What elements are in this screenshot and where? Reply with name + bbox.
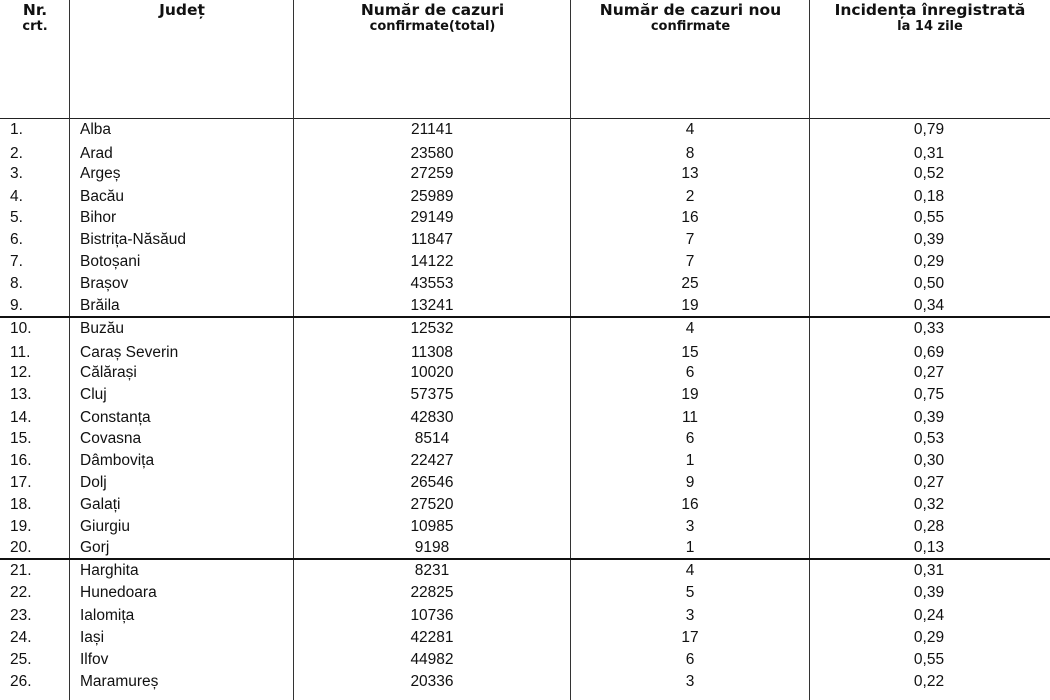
new-cases: 4 (685, 121, 695, 138)
row-number: 8. (10, 275, 23, 292)
table-row (0, 605, 1050, 627)
incidence: 0,39 (913, 409, 945, 426)
table-row (0, 384, 1050, 406)
table-row (0, 207, 1050, 229)
county-name: Arad (80, 145, 113, 162)
new-cases: 7 (685, 253, 695, 270)
total-cases: 9198 (414, 539, 450, 556)
table-row (0, 516, 1050, 538)
total-cases: 27259 (410, 165, 454, 182)
county-name: Bistrița-Năsăud (80, 231, 186, 248)
table-row (0, 582, 1050, 604)
new-cases: 3 (685, 673, 695, 690)
row-number: 4. (10, 188, 23, 205)
county-name: Brașov (80, 275, 129, 292)
row-number: 17. (10, 474, 32, 491)
table-row (0, 494, 1050, 516)
total-cases: 8514 (414, 430, 450, 447)
row-number: 22. (10, 584, 32, 601)
county-name: Caraș Severin (80, 344, 179, 361)
total-cases: 10736 (410, 607, 454, 624)
county-name: Dolj (80, 474, 107, 491)
incidence: 0,55 (913, 651, 945, 668)
new-cases: 3 (685, 607, 695, 624)
county-name: Botoșani (80, 253, 141, 270)
row-number: 1. (10, 121, 23, 138)
county-name: Călărași (80, 364, 137, 381)
header-total-line2: confirmate(total) (369, 19, 496, 34)
new-cases: 16 (681, 496, 699, 513)
incidence: 0,50 (913, 275, 945, 292)
row-number: 5. (10, 209, 23, 226)
total-cases: 8231 (414, 562, 450, 579)
county-name: Constanța (80, 409, 151, 426)
header-new (571, 0, 810, 118)
header-new-line2: confirmate (650, 19, 731, 34)
county-name: Iași (80, 629, 105, 646)
table-row (0, 560, 1050, 582)
table-row (0, 627, 1050, 649)
header-judet-label: Județ (159, 1, 205, 19)
total-cases: 22825 (410, 584, 454, 601)
incidence: 0,13 (913, 539, 945, 556)
county-name: Bacău (80, 188, 124, 205)
row-number: 10. (10, 320, 32, 337)
header-incidence-line1: Incidența înregistrată (834, 1, 1026, 19)
incidence: 0,79 (913, 121, 945, 138)
new-cases: 6 (685, 430, 695, 447)
incidence: 0,29 (913, 253, 945, 270)
new-cases: 9 (685, 474, 695, 491)
county-name: Buzău (80, 320, 124, 337)
total-cases: 21141 (411, 121, 453, 138)
table-row (0, 428, 1050, 450)
incidence: 0,24 (913, 607, 945, 624)
new-cases: 6 (685, 364, 695, 381)
table-row (0, 407, 1050, 429)
incidence: 0,22 (913, 673, 945, 690)
new-cases: 3 (685, 518, 695, 535)
table-row (0, 649, 1050, 671)
incidence: 0,27 (913, 474, 945, 491)
county-name: Alba (80, 121, 112, 138)
table-row (0, 318, 1050, 340)
county-name: Brăila (80, 297, 120, 314)
header-judet (70, 0, 294, 118)
row-number: 23. (10, 607, 32, 624)
new-cases: 19 (681, 297, 699, 314)
row-number: 9. (10, 297, 23, 314)
incidence: 0,55 (913, 209, 945, 226)
new-cases: 7 (685, 231, 695, 248)
county-name: Harghita (80, 562, 139, 579)
table-row (0, 671, 1050, 693)
county-name: Giurgiu (80, 518, 130, 535)
new-cases: 11 (681, 409, 699, 426)
county-name: Ilfov (80, 651, 109, 668)
row-number: 6. (10, 231, 23, 248)
header-nr (0, 0, 70, 118)
incidence: 0,33 (913, 320, 945, 337)
table-row (0, 163, 1050, 185)
row-number: 2. (10, 145, 23, 162)
table-row (0, 295, 1050, 317)
new-cases: 25 (681, 275, 699, 292)
county-name: Hunedoara (80, 584, 157, 601)
total-cases: 11847 (411, 231, 453, 248)
row-number: 19. (10, 518, 32, 535)
county-name: Dâmbovița (80, 452, 155, 469)
incidence: 0,31 (913, 562, 945, 579)
incidence: 0,28 (913, 518, 945, 535)
table-row (0, 450, 1050, 472)
new-cases: 1 (685, 452, 695, 469)
new-cases: 1 (685, 539, 695, 556)
county-name: Ialomița (80, 607, 135, 624)
incidence: 0,18 (913, 188, 945, 205)
row-number: 25. (10, 651, 32, 668)
header-nr-line1: Nr. (22, 1, 48, 19)
table-row (0, 342, 1050, 364)
total-cases: 23580 (410, 145, 454, 162)
row-number: 11. (10, 344, 31, 361)
new-cases: 16 (681, 209, 699, 226)
incidence: 0,53 (913, 430, 945, 447)
table-row (0, 229, 1050, 251)
header-total (294, 0, 571, 118)
total-cases: 11308 (411, 344, 453, 361)
row-number: 13. (10, 386, 32, 403)
incidence: 0,39 (913, 584, 945, 601)
total-cases: 44982 (410, 651, 454, 668)
total-cases: 25989 (410, 188, 454, 205)
row-number: 20. (10, 539, 32, 556)
header-new-line1: Număr de cazuri nou (599, 1, 782, 19)
total-cases: 14122 (410, 253, 454, 270)
total-cases: 27520 (410, 496, 454, 513)
incidence: 0,39 (913, 231, 945, 248)
county-name: Gorj (80, 539, 110, 556)
total-cases: 20336 (410, 673, 454, 690)
new-cases: 13 (681, 165, 699, 182)
total-cases: 10020 (410, 364, 454, 381)
row-number: 7. (10, 253, 23, 270)
new-cases: 17 (681, 629, 699, 646)
total-cases: 29149 (410, 209, 454, 226)
table-row (0, 273, 1050, 295)
total-cases: 22427 (410, 452, 454, 469)
county-name: Maramureș (80, 673, 159, 690)
header-incidence-line2: la 14 zile (897, 19, 963, 34)
incidence: 0,52 (913, 165, 945, 182)
total-cases: 57375 (410, 386, 454, 403)
total-cases: 42830 (410, 409, 454, 426)
total-cases: 43553 (410, 275, 454, 292)
table-row (0, 537, 1050, 559)
row-number: 15. (10, 430, 32, 447)
row-number: 21. (10, 562, 32, 579)
header-total-line1: Număr de cazuri (360, 1, 505, 19)
new-cases: 19 (681, 386, 699, 403)
incidence: 0,34 (913, 297, 945, 314)
header-nr-line2: crt. (22, 19, 48, 34)
table-row (0, 143, 1050, 165)
county-name: Covasna (80, 430, 142, 447)
incidence: 0,32 (913, 496, 945, 513)
table-row (0, 362, 1050, 384)
row-number: 16. (10, 452, 32, 469)
county-name: Bihor (80, 209, 117, 226)
table-row (0, 251, 1050, 273)
new-cases: 2 (685, 188, 695, 205)
incidence: 0,30 (913, 452, 945, 469)
incidence: 0,69 (913, 344, 945, 361)
new-cases: 15 (681, 344, 699, 361)
total-cases: 10985 (410, 518, 454, 535)
table-row (0, 472, 1050, 494)
total-cases: 42281 (410, 629, 454, 646)
total-cases: 12532 (410, 320, 454, 337)
incidence: 0,31 (913, 145, 945, 162)
county-name: Galați (80, 496, 121, 513)
incidence: 0,29 (913, 629, 945, 646)
incidence: 0,27 (913, 364, 945, 381)
total-cases: 13241 (410, 297, 454, 314)
total-cases: 26546 (410, 474, 454, 491)
county-name: Argeș (80, 165, 121, 182)
row-number: 12. (10, 364, 32, 381)
new-cases: 4 (685, 320, 695, 337)
row-number: 3. (10, 165, 23, 182)
new-cases: 4 (685, 562, 695, 579)
new-cases: 6 (685, 651, 695, 668)
county-name: Cluj (80, 386, 107, 403)
incidence: 0,75 (913, 386, 945, 403)
table-row (0, 119, 1050, 141)
row-number: 14. (10, 409, 32, 426)
row-number: 24. (10, 629, 32, 646)
table-row (0, 186, 1050, 208)
table-header (0, 0, 1050, 119)
row-number: 26. (10, 673, 32, 690)
new-cases: 8 (685, 145, 695, 162)
header-incidence (810, 0, 1050, 118)
row-number: 18. (10, 496, 32, 513)
new-cases: 5 (685, 584, 695, 601)
